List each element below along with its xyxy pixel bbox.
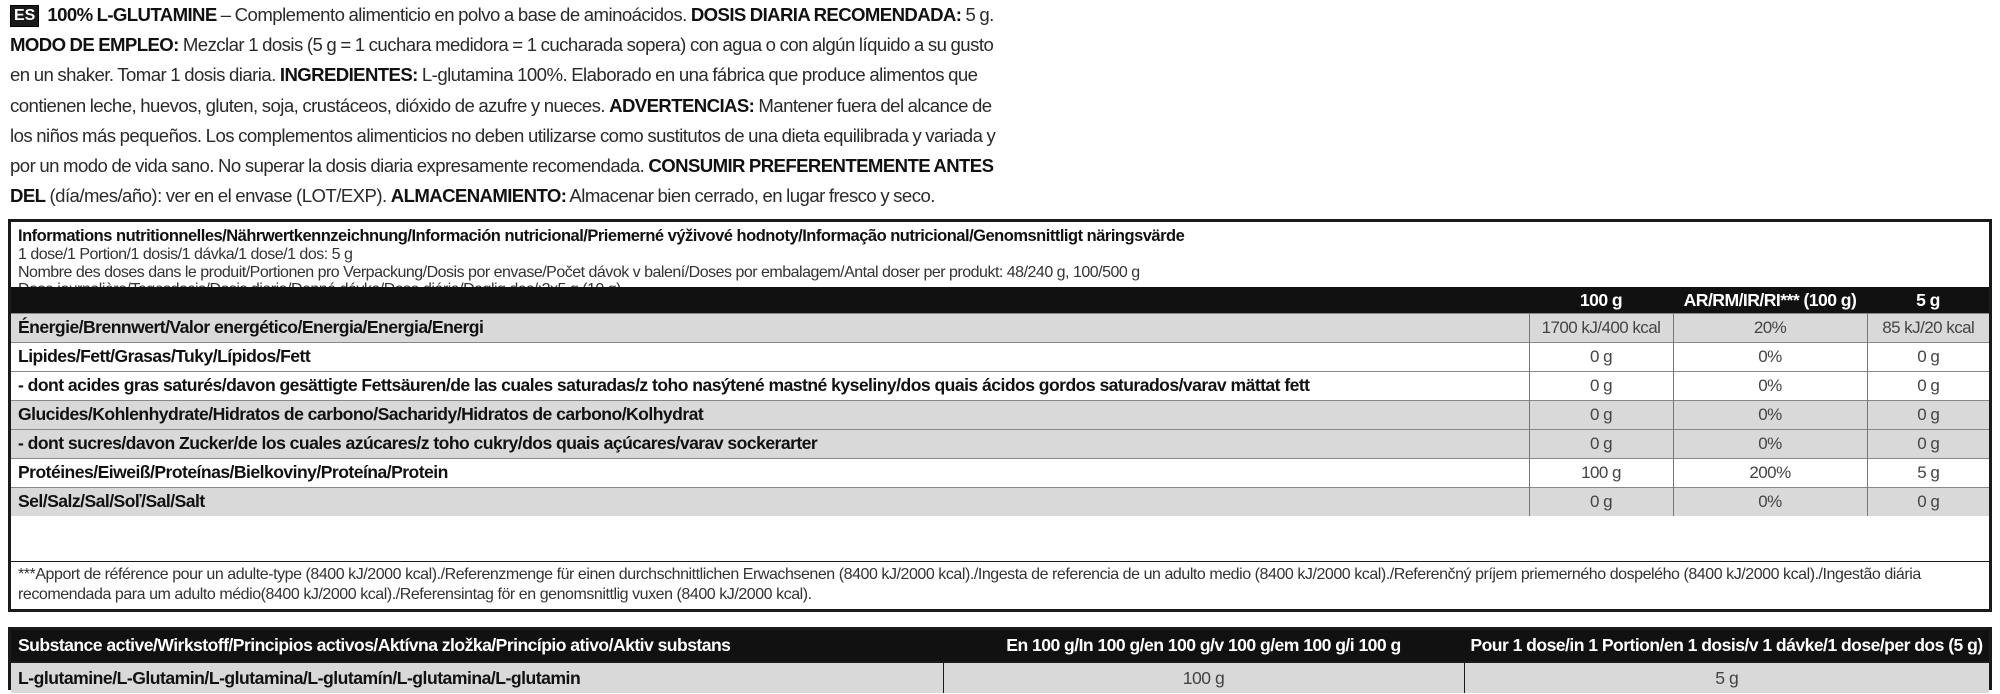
warnings-text: Mantener fuera del alcance de los niños más pequeños. Los complementos alimenticios no deben utilizarse como sustitutos de una dieta equilibrada y variada y por un modo de vida sano. No superar la dosis diaria expresamente recomendada. xyxy=(10,94,996,177)
row-label: Protéines/Eiweiß/Proteínas/Bielkoviny/Proteína/Protein xyxy=(11,458,1529,487)
row-ri: 20% xyxy=(1673,313,1867,342)
table-row xyxy=(11,400,1989,429)
row-ri: 0% xyxy=(1673,400,1867,429)
row-per5: 5 g xyxy=(1867,458,1989,487)
warnings-label: ADVERTENCIAS: xyxy=(609,94,755,116)
table-row xyxy=(11,313,1989,342)
row-per100: 0 g xyxy=(1529,429,1673,458)
storage-text: Almacenar bien cerrado, en lugar fresco y seco. xyxy=(566,185,935,207)
row-ri: 0% xyxy=(1673,487,1867,516)
best-before-text: (día/mes/año): ver en el envase (LOT/EXP). xyxy=(45,185,391,207)
storage-label: ALMACENAMIENTO: xyxy=(390,185,567,207)
nutrition-table-box xyxy=(8,219,1992,612)
row-label: - dont acides gras saturés/davon gesättigte Fettsäuren/de las cuales saturadas/z toho nasýtené mastné kyseliny/dos quais ácidos gordos saturados/varav mättat fett xyxy=(11,371,1529,400)
row-per100: 0 g xyxy=(1529,371,1673,400)
dose-line: 1 dose/1 Portion/1 dosis/1 dávka/1 dose/1 dos: 5 g xyxy=(18,246,353,263)
active-substance-table xyxy=(11,630,1989,693)
col-header-ri: AR/RM/IR/RI*** (100 g) xyxy=(1673,287,1867,313)
table-row xyxy=(11,429,1989,458)
ingredients-label: INGREDIENTES: xyxy=(279,64,418,86)
language-badge-es: ES xyxy=(10,5,39,27)
row-per100: 0 g xyxy=(1529,400,1673,429)
table-row xyxy=(11,342,1989,371)
spanish-description xyxy=(10,0,1010,211)
substance-perdose: 5 g xyxy=(1464,662,1989,693)
dose-value: 5 g. xyxy=(961,4,994,25)
product-description: – Complemento alimenticio en polvo a base de aminoácidos. xyxy=(216,4,691,25)
dose-label: DOSIS DIARIA RECOMENDADA: xyxy=(690,4,962,25)
row-per100: 0 g xyxy=(1529,487,1673,516)
substance-per100: 100 g xyxy=(943,662,1464,693)
best-before-label: CONSUMIR PREFERENTEMENTE ANTES DEL xyxy=(10,155,994,207)
servings-line: Nombre des doses dans le produit/Portionen pro Verpackung/Dosis por envase/Počet dávok v balení/Doses por embalagem/Antal doser per produkt: 48/240 g, 100/500 g xyxy=(18,263,1140,281)
nutrition-column-headers xyxy=(11,287,1989,313)
row-label: - dont sucres/davon Zucker/de los cuales azúcares/z toho cukry/dos quais açúcares/varav sockerarter xyxy=(11,429,1529,458)
reference-intake-footnote: ***Apport de référence pour un adulte-type (8400 kJ/2000 kcal)./Referenzmenge für einen durchschnittlichen Erwachsenen (8400 kJ/2000 kcal)./Ingesta de referencia de un adulto medio (8400 kJ/2000 kcal)./Referenčný príjem priemerného dospelého (8400 kJ/2000 kcal)./Ingestão diária recomendada para um adulto médio(8400 kJ/2000 kcal)./Referensintag för en genomsnittlig vuxen (8400 kJ/2000 kcal). xyxy=(11,561,1989,605)
row-per5: 0 g xyxy=(1867,342,1989,371)
row-per100: 100 g xyxy=(1529,458,1673,487)
table-row xyxy=(11,371,1989,400)
perdose-col-header: Pour 1 dose/in 1 Portion/en 1 dosis/v 1 dávke/1 dose/per dos (5 g) xyxy=(1464,630,1989,662)
row-per100: 0 g xyxy=(1529,342,1673,371)
usage-text: Mezclar 1 dosis (5 g = 1 cuchara medidora = 1 cucharada sopera) con agua o con algún líquido a su gusto en un shaker. Tomar 1 dosis diaria. xyxy=(10,34,994,86)
substance-headers xyxy=(11,630,1989,662)
row-ri: 0% xyxy=(1673,429,1867,458)
substance-label: L-glutamine/L-Glutamin/L-glutamina/L-glutamín/L-glutamina/L-glutamin xyxy=(11,662,943,693)
usage-label: MODO DE EMPLEO: xyxy=(10,34,179,56)
per100-col-header: En 100 g/In 100 g/en 100 g/v 100 g/em 100 g/i 100 g xyxy=(943,630,1464,662)
table-row xyxy=(11,487,1989,516)
table-row xyxy=(11,662,1989,693)
row-per5: 0 g xyxy=(1867,429,1989,458)
row-ri: 200% xyxy=(1673,458,1867,487)
row-label: Énergie/Brennwert/Valor energético/Energia/Energia/Energi xyxy=(11,313,1529,342)
nutrition-title: Informations nutritionnelles/Nährwertkennzeichnung/Información nutricional/Priemerné výživové hodnoty/Informação nutricional/Genomsnittligt näringsvärde xyxy=(18,227,1185,245)
table-row xyxy=(11,458,1989,487)
col-header-5g: 5 g xyxy=(1867,287,1989,313)
nutrition-table xyxy=(11,287,1989,516)
col-header-label xyxy=(11,287,1529,313)
row-label: Glucides/Kohlenhydrate/Hidratos de carbono/Sacharidy/Hidratos de carbono/Kolhydrat xyxy=(11,400,1529,429)
row-label: Lipides/Fett/Grasas/Tuky/Lípidos/Fett xyxy=(11,342,1529,371)
row-label: Sel/Salz/Sal/Soľ/Sal/Salt xyxy=(11,487,1529,516)
row-per100: 1700 kJ/400 kcal xyxy=(1529,313,1673,342)
row-per5: 0 g xyxy=(1867,487,1989,516)
row-ri: 0% xyxy=(1673,371,1867,400)
substance-col-header: Substance active/Wirkstoff/Principios activos/Aktívna zložka/Princípio ativo/Aktiv substans xyxy=(11,630,943,662)
col-header-100g: 100 g xyxy=(1529,287,1673,313)
row-per5: 0 g xyxy=(1867,400,1989,429)
active-substance-box xyxy=(8,627,1992,690)
product-title: 100% L-GLUTAMINE xyxy=(47,4,217,25)
row-per5: 85 kJ/20 kcal xyxy=(1867,313,1989,342)
row-per5: 0 g xyxy=(1867,371,1989,400)
row-ri: 0% xyxy=(1673,342,1867,371)
ingredients-text: L-glutamina 100%. Elaborado en una fábrica que produce alimentos que contienen leche, huevos, gluten, soja, crustáceos, dióxido de azufre y nueces. xyxy=(10,64,978,116)
